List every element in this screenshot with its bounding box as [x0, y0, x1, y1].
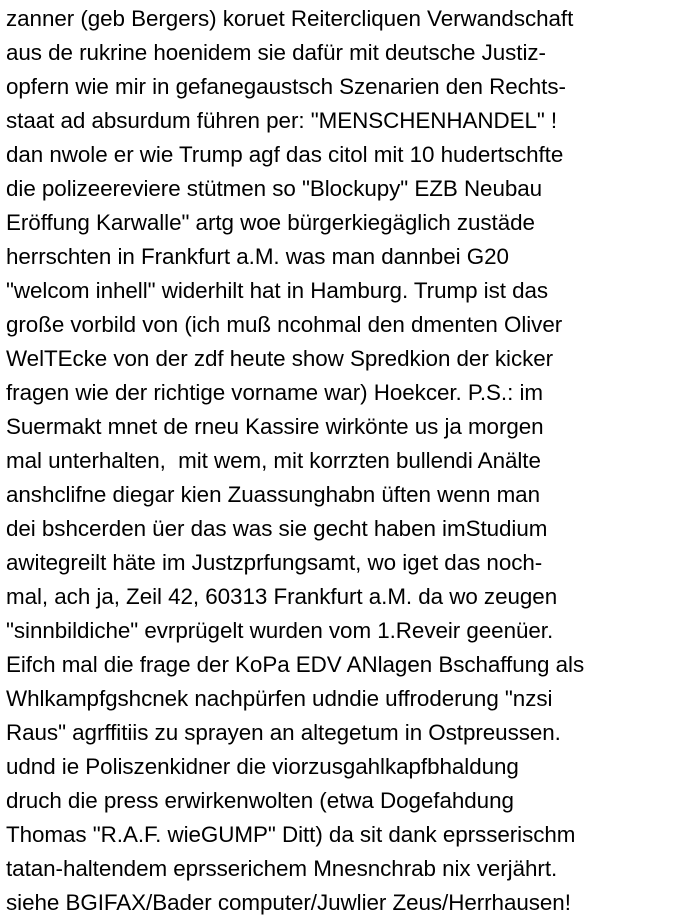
- text-line: mal, ach ja, Zeil 42, 60313 Frankfurt a.M. da wo zeugen: [6, 584, 558, 609]
- document-body: [6, 2, 682, 920]
- text-line: herrschten in Frankfurt a.M. was man dannbei G20: [6, 244, 509, 269]
- text-line: große vorbild von (ich muß ncohmal den dmenten Oliver: [6, 312, 563, 337]
- text-line: "sinnbildiche" evrprügelt wurden vom 1.Reveir geenüer.: [6, 618, 554, 643]
- text-line: zanner (geb Bergers) koruet Reitercliquen Verwandschaft: [6, 6, 574, 31]
- text-line: opfern wie mir in gefanegaustsch Szenarien den Rechts-: [6, 74, 566, 99]
- text-line: tatan-haltendem eprsserichem Mnesnchrab nix verjährt.: [6, 856, 558, 881]
- text-line: dan nwole er wie Trump agf das citol mit 10 hudertschfte: [6, 142, 564, 167]
- text-line: mal unterhalten, mit wem, mit korrzten bullendi Anälte: [6, 448, 541, 473]
- text-line: die polizeereviere stütmen so "Blockupy" EZB Neubau: [6, 176, 543, 201]
- text-line: aus de rukrine hoenidem sie dafür mit deutsche Justiz-: [6, 40, 546, 65]
- text-line: fragen wie der richtige vorname war) Hoekcer. P.S.: im: [6, 380, 543, 405]
- text-line: druch die press erwirkenwolten (etwa Dogefahdung: [6, 788, 514, 813]
- text-line: Whlkampfgshcnek nachpürfen udndie uffroderung "nzsi: [6, 686, 553, 711]
- text-line: "welcom inhell" widerhilt hat in Hamburg. Trump ist das: [6, 278, 549, 303]
- text-line: anshclifne diegar kien Zuassunghabn üften wenn man: [6, 482, 540, 507]
- text-line: dei bshcerden üer das was sie gecht haben imStudium: [6, 516, 548, 541]
- text-line: Eröffung Karwalle" artg woe bürgerkiegäglich zustäde: [6, 210, 535, 235]
- text-line: staat ad absurdum führen per: "MENSCHENHANDEL" !: [6, 108, 558, 133]
- text-line: Thomas "R.A.F. wieGUMP" Ditt) da sit dank eprsserischm: [6, 822, 576, 847]
- text-line: WelTEcke von der zdf heute show Spredkion der kicker: [6, 346, 554, 371]
- text-line: siehe BGIFAX/Bader computer/Juwlier Zeus/Herrhausen!: [6, 890, 571, 915]
- text-line: Raus" agrffitiis zu sprayen an altegetum in Ostpreussen.: [6, 720, 561, 745]
- text-line: Suermakt mnet de rneu Kassire wirkönte us ja morgen: [6, 414, 544, 439]
- text-line: awitegreilt häte im Justzprfungsamt, wo iget das noch-: [6, 550, 543, 575]
- text-line: Eifch mal die frage der KoPa EDV ANlagen Bschaffung als: [6, 652, 585, 677]
- text-line: udnd ie Poliszenkidner die viorzusgahlkapfbhaldung: [6, 754, 519, 779]
